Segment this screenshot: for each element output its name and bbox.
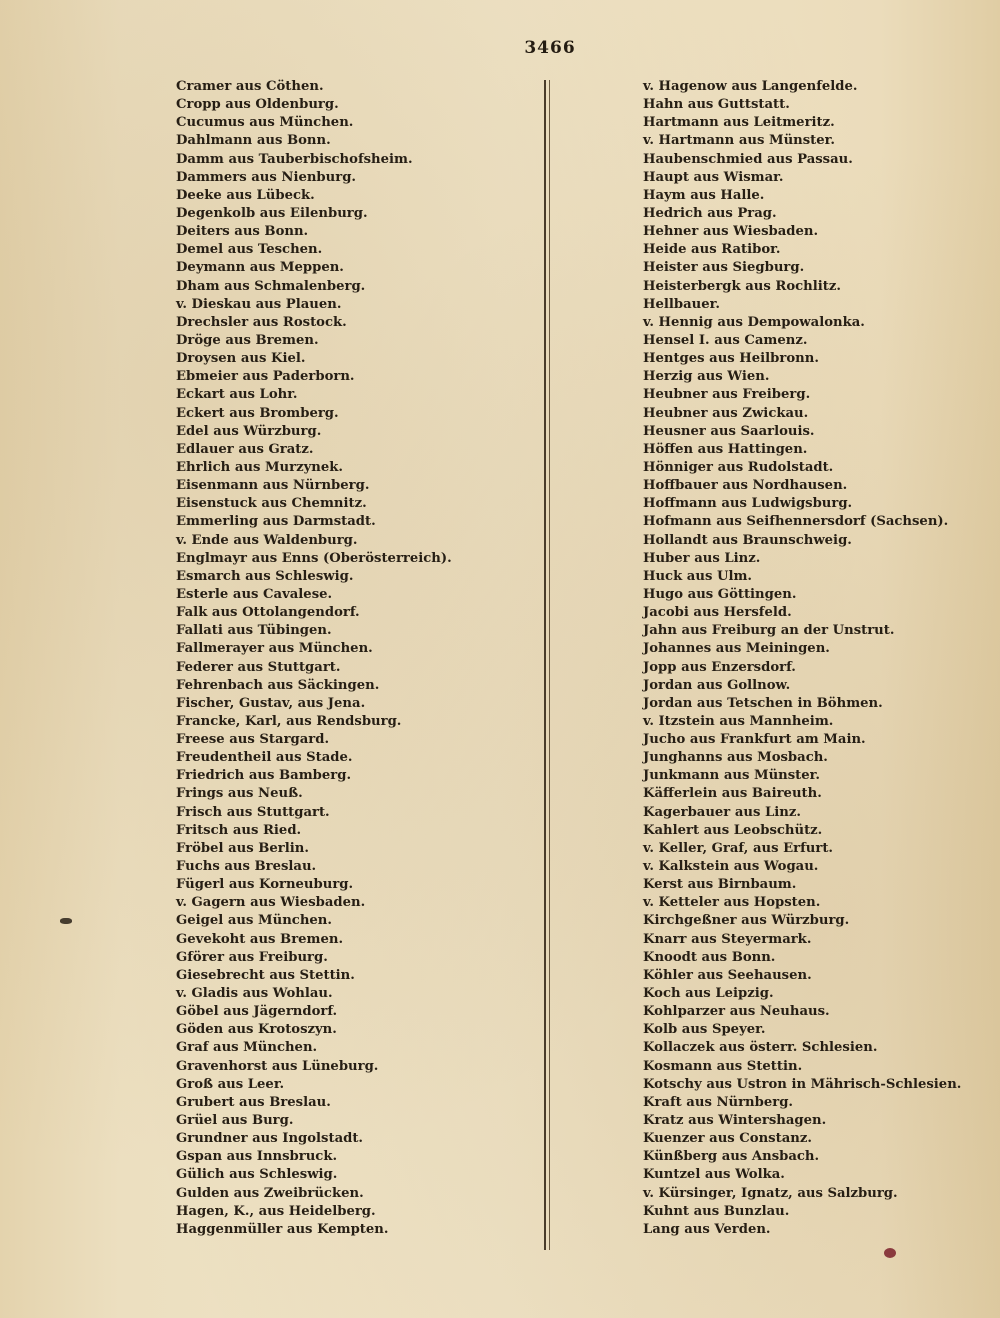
name-entry: Köhler aus Seehausen. bbox=[643, 967, 812, 983]
name-entry: Kosmann aus Stettin. bbox=[643, 1058, 803, 1074]
name-entry: Deymann aus Meppen. bbox=[176, 260, 344, 276]
name-entry: Haubenschmied aus Passau. bbox=[643, 151, 853, 167]
name-entry: Hagen, K., aus Heidelberg. bbox=[176, 1203, 376, 1219]
name-entry: Eckert aus Bromberg. bbox=[176, 405, 339, 421]
name-entry: Friedrich aus Bamberg. bbox=[176, 768, 352, 784]
name-entry: Kuhnt aus Bunzlau. bbox=[643, 1203, 790, 1219]
name-entry: Fischer, Gustav, aus Jena. bbox=[176, 695, 366, 711]
name-entry: Deiters aus Bonn. bbox=[176, 224, 309, 240]
name-entry: Heisterbergk aus Rochlitz. bbox=[643, 278, 841, 294]
name-entry: Gülich aus Schleswig. bbox=[176, 1167, 338, 1183]
name-entry: Gförer aus Freiburg. bbox=[176, 949, 328, 965]
name-entry: Fallmerayer aus München. bbox=[176, 641, 373, 657]
name-entry: Huber aus Linz. bbox=[643, 550, 761, 566]
name-entry: v. Ketteler aus Hopsten. bbox=[643, 895, 821, 911]
name-entry: Junkmann aus Münster. bbox=[643, 768, 820, 784]
name-entry: Hellbauer. bbox=[643, 296, 720, 312]
name-entry: Deeke aus Lübeck. bbox=[176, 187, 315, 203]
bleed-through-left bbox=[80, 84, 170, 284]
name-entry: v. Hagenow aus Langenfelde. bbox=[643, 79, 858, 94]
page-number: 3466 bbox=[524, 38, 576, 58]
name-entry: Federer aus Stuttgart. bbox=[176, 659, 341, 675]
name-entry: Hugo aus Göttingen. bbox=[643, 586, 797, 602]
name-entry: v. Gagern aus Wiesbaden. bbox=[176, 895, 366, 911]
name-entry: Groß aus Leer. bbox=[176, 1076, 285, 1092]
name-entry: Edlauer aus Gratz. bbox=[176, 441, 314, 457]
name-entry: Hentges aus Heilbronn. bbox=[643, 351, 819, 367]
name-entry: Hoffmann aus Ludwigsburg. bbox=[643, 496, 853, 512]
name-entry: Esterle aus Cavalese. bbox=[176, 586, 333, 602]
name-entry: Heister aus Siegburg. bbox=[643, 260, 805, 276]
name-entry: Kuntzel aus Wolka. bbox=[643, 1167, 785, 1183]
name-entry: Gspan aus Innsbruck. bbox=[176, 1149, 338, 1165]
name-entry: Fuchs aus Breslau. bbox=[176, 859, 317, 875]
name-entry: Huck aus Ulm. bbox=[643, 568, 753, 584]
name-entry: Göbel aus Jägerndorf. bbox=[176, 1004, 338, 1020]
name-entry: Kratz aus Wintershagen. bbox=[643, 1113, 827, 1129]
name-entry: Hedrich aus Prag. bbox=[643, 205, 777, 221]
name-entry: Hahn aus Guttstatt. bbox=[643, 97, 790, 113]
name-entry: Kagerbauer aus Linz. bbox=[643, 804, 801, 820]
name-entry: Göden aus Krotoszyn. bbox=[176, 1022, 337, 1038]
name-entry: Junghanns aus Mosbach. bbox=[643, 750, 828, 766]
name-entry: Frings aus Neuß. bbox=[176, 786, 303, 802]
name-entry: Künßberg aus Ansbach. bbox=[643, 1149, 820, 1165]
name-entry: v. Keller, Graf, aus Erfurt. bbox=[643, 840, 834, 856]
name-entry: Herzig aus Wien. bbox=[643, 369, 770, 385]
name-entry: Cucumus aus München. bbox=[176, 115, 354, 131]
name-entry: Englmayr aus Enns (Oberösterreich). bbox=[176, 550, 452, 566]
left-column-names bbox=[176, 78, 536, 1239]
name-entry: Haupt aus Wismar. bbox=[643, 169, 784, 185]
name-entry: Freudentheil aus Stade. bbox=[176, 750, 353, 766]
name-entry: Grundner aus Ingolstadt. bbox=[176, 1131, 364, 1147]
name-entry: Fügerl aus Korneuburg. bbox=[176, 877, 354, 893]
name-entry: Knarr aus Steyermark. bbox=[643, 931, 812, 947]
name-entry: Fallati aus Tübingen. bbox=[176, 623, 332, 639]
name-entry: v. Kürsinger, Ignatz, aus Salzburg. bbox=[643, 1185, 898, 1201]
name-entry: Demel aus Teschen. bbox=[176, 242, 323, 258]
name-entry: Frisch aus Stuttgart. bbox=[176, 804, 330, 820]
name-entry: Fritsch aus Ried. bbox=[176, 822, 302, 838]
name-entry: Hollandt aus Braunschweig. bbox=[643, 532, 852, 548]
name-entry: Hartmann aus Leitmeritz. bbox=[643, 115, 835, 131]
name-entry: Jopp aus Enzersdorf. bbox=[643, 659, 796, 675]
name-entry: Hofmann aus Seifhennersdorf (Sachsen). bbox=[643, 514, 949, 530]
name-entry: Geigel aus München. bbox=[176, 913, 332, 929]
name-entry: Kollaczek aus österr. Schlesien. bbox=[643, 1040, 878, 1056]
name-entry: Grubert aus Breslau. bbox=[176, 1094, 331, 1110]
name-entry: Falk aus Ottolangendorf. bbox=[176, 605, 360, 621]
name-entry: Kerst aus Birnbaum. bbox=[643, 877, 797, 893]
name-entry: Kolb aus Speyer. bbox=[643, 1022, 766, 1038]
name-entry: Käfferlein aus Baireuth. bbox=[643, 786, 822, 802]
name-entry: Heubner aus Zwickau. bbox=[643, 405, 809, 421]
name-entry: Ehrlich aus Murzynek. bbox=[176, 459, 343, 475]
name-entry: Lang aus Verden. bbox=[643, 1221, 771, 1237]
name-entry: Jahn aus Freiburg an der Unstrut. bbox=[643, 623, 895, 639]
name-entry: Damm aus Tauberbischofsheim. bbox=[176, 151, 413, 167]
name-entry: Johannes aus Meiningen. bbox=[643, 641, 830, 657]
name-entry: Dröge aus Bremen. bbox=[176, 332, 319, 348]
name-entry: v. Itzstein aus Mannheim. bbox=[643, 713, 834, 729]
name-entry: Eisenmann aus Nürnberg. bbox=[176, 478, 370, 494]
name-entry: Haym aus Halle. bbox=[643, 187, 765, 203]
right-column-names bbox=[643, 78, 988, 1239]
name-entry: Eisenstuck aus Chemnitz. bbox=[176, 496, 367, 512]
name-entry: v. Gladis aus Wohlau. bbox=[176, 986, 333, 1002]
name-entry: v. Kalkstein aus Wogau. bbox=[643, 859, 819, 875]
name-entry: Kuenzer aus Constanz. bbox=[643, 1131, 812, 1147]
name-entry: Fröbel aus Berlin. bbox=[176, 840, 309, 856]
name-entry: Kohlparzer aus Neuhaus. bbox=[643, 1004, 830, 1020]
name-entry: Hoffbauer aus Nordhausen. bbox=[643, 478, 848, 494]
name-entry: Kraft aus Nürnberg. bbox=[643, 1094, 794, 1110]
name-entry: Koch aus Leipzig. bbox=[643, 986, 774, 1002]
ink-stain bbox=[884, 1248, 896, 1258]
name-entry: Hönniger aus Rudolstadt. bbox=[643, 459, 834, 475]
name-entry: v. Dieskau aus Plauen. bbox=[176, 296, 342, 312]
name-entry: Jordan aus Tetschen in Böhmen. bbox=[643, 695, 883, 711]
name-entry: Ebmeier aus Paderborn. bbox=[176, 369, 355, 385]
name-entry: Edel aus Würzburg. bbox=[176, 423, 322, 439]
name-entry: Knoodt aus Bonn. bbox=[643, 949, 776, 965]
name-entry: Fehrenbach aus Säckingen. bbox=[176, 677, 380, 693]
name-entry: Heubner aus Freiberg. bbox=[643, 387, 811, 403]
name-entry: Degenkolb aus Eilenburg. bbox=[176, 205, 368, 221]
name-entry: v. Hartmann aus Münster. bbox=[643, 133, 835, 149]
name-entry: Grüel aus Burg. bbox=[176, 1113, 294, 1129]
name-entry: Emmerling aus Darmstadt. bbox=[176, 514, 376, 530]
name-entry: Heusner aus Saarlouis. bbox=[643, 423, 815, 439]
name-entry: Giesebrecht aus Stettin. bbox=[176, 967, 355, 983]
name-entry: Hehner aus Wiesbaden. bbox=[643, 224, 819, 240]
name-entry: Kotschy aus Ustron in Mährisch-Schlesien. bbox=[643, 1076, 962, 1092]
column-divider-inner bbox=[549, 80, 550, 1250]
name-entry: Cropp aus Oldenburg. bbox=[176, 97, 339, 113]
name-entry: v. Hennig aus Dempowalonka. bbox=[643, 314, 865, 330]
name-entry: Gulden aus Zweibrücken. bbox=[176, 1185, 364, 1201]
name-entry: Jordan aus Gollnow. bbox=[643, 677, 791, 693]
name-entry: Francke, Karl, aus Rendsburg. bbox=[176, 713, 402, 729]
name-entry: Drechsler aus Rostock. bbox=[176, 314, 347, 330]
name-entry: Dahlmann aus Bonn. bbox=[176, 133, 331, 149]
name-entry: Dham aus Schmalenberg. bbox=[176, 278, 366, 294]
name-entry: Hensel I. aus Camenz. bbox=[643, 332, 808, 348]
name-entry: Jucho aus Frankfurt am Main. bbox=[643, 732, 866, 748]
name-entry: Freese aus Stargard. bbox=[176, 732, 330, 748]
name-entry: Esmarch aus Schleswig. bbox=[176, 568, 354, 584]
name-entry: Gravenhorst aus Lüneburg. bbox=[176, 1058, 379, 1074]
name-entry: Jacobi aus Hersfeld. bbox=[643, 605, 792, 621]
name-entry: Kahlert aus Leobschütz. bbox=[643, 822, 823, 838]
name-entry: v. Ende aus Waldenburg. bbox=[176, 532, 358, 548]
ink-mark-left bbox=[60, 918, 72, 924]
name-entry: Eckart aus Lohr. bbox=[176, 387, 298, 403]
name-entry: Kirchgeßner aus Würzburg. bbox=[643, 913, 850, 929]
name-entry: Cramer aus Cöthen. bbox=[176, 79, 324, 94]
name-entry: Höffen aus Hattingen. bbox=[643, 441, 808, 457]
name-entry: Gevekoht aus Bremen. bbox=[176, 931, 344, 947]
name-entry: Graf aus München. bbox=[176, 1040, 318, 1056]
column-divider bbox=[544, 80, 546, 1250]
name-entry: Dammers aus Nienburg. bbox=[176, 169, 357, 185]
name-entry: Heide aus Ratibor. bbox=[643, 242, 781, 258]
name-entry: Droysen aus Kiel. bbox=[176, 351, 306, 367]
name-entry: Haggenmüller aus Kempten. bbox=[176, 1221, 389, 1237]
